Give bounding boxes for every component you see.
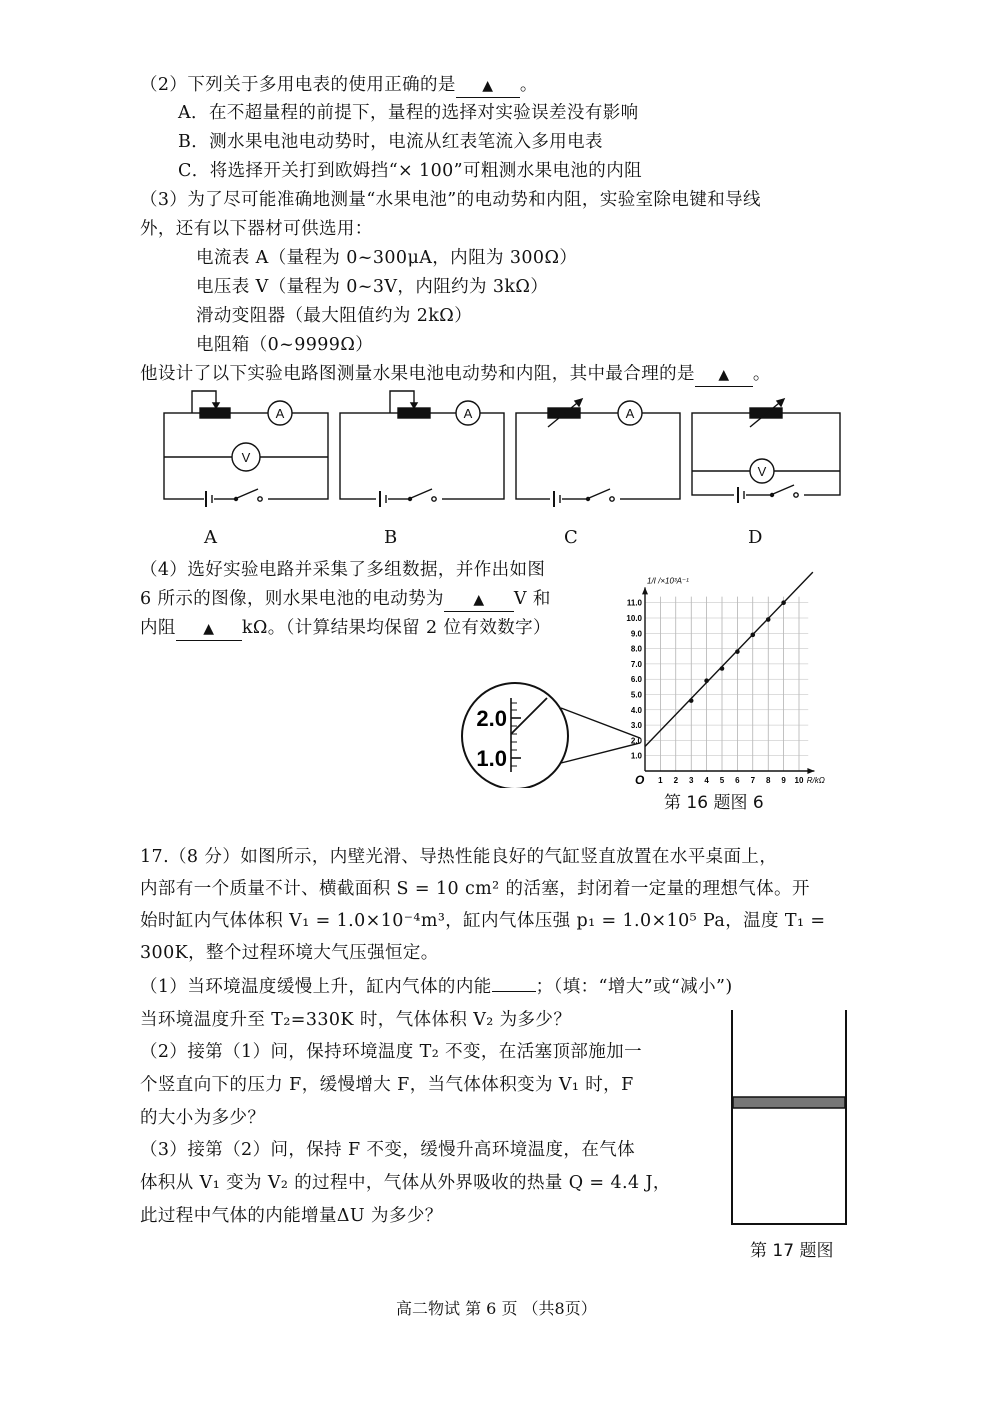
piston — [733, 1097, 845, 1108]
equipment-rheostat: 滑动变阻器（最大阻值约为 2kΩ） — [196, 306, 473, 326]
q17-part1-line1: （1）当环境温度缓慢上升，缸内气体的内能 ；（填：“增大”或“减小”) — [140, 977, 733, 997]
x-tick-label: 8 — [765, 776, 771, 785]
data-point — [781, 600, 786, 605]
equipment-resistance-box: 电阻箱（0~9999Ω） — [196, 335, 374, 355]
option-c: C．将选择开关打到欧姆挡“× 100”可粗测水果电池的内阻 — [178, 161, 643, 181]
q17-part2-line3: 的大小为多少？ — [140, 1108, 266, 1128]
y-tick-label: 2.0 — [630, 736, 642, 746]
q17-line1: 17.（8 分）如图所示，内壁光滑、导热性能良好的气缸竖直放置在水平桌面上， — [140, 847, 778, 867]
ammeter-symbol-c: A — [625, 406, 635, 421]
y-tick-label: 9.0 — [630, 629, 642, 639]
q16-part3-line3: 他设计了以下实验电路图测量水果电池电动势和内阻，其中最合理的是 ▲ 。 — [140, 363, 771, 387]
x-tick-label: 7 — [750, 776, 756, 785]
q16-part3-line1: （3）为了尽可能准确地测量“水果电池”的电动势和内阻，实验室除电键和导线 — [140, 190, 761, 210]
circuit-diagrams — [150, 385, 850, 520]
q16-part4-line1: （4）选好实验电路并采集了多组数据，并作出如图 — [140, 560, 546, 580]
x-tick-label: 9 — [781, 776, 786, 785]
data-point — [735, 649, 740, 654]
data-point — [704, 678, 709, 683]
y-tick-label: 11.0 — [626, 598, 642, 608]
equipment-voltmeter: 电压表 V（量程为 0~3V，内阻约为 3kΩ） — [196, 277, 549, 297]
figure-6-caption: 第 16 题图 6 — [664, 793, 764, 813]
ammeter-symbol-b: A — [463, 406, 473, 421]
q16-part3-line2: 外，还有以下器材可供选用： — [140, 219, 373, 239]
circuit-c — [516, 399, 680, 507]
option-a: A．在不超量程的前提下，量程的选择对实验误差没有影响 — [178, 103, 639, 123]
q17-line3: 始时缸内气体体积 V₁ = 1.0×10⁻⁴m³，缸内气体压强 p₁ = 1.0×10⁵ Pa，温度 T₁ = — [140, 911, 826, 931]
zoom-inset — [462, 683, 640, 788]
y-tick-label: 6.0 — [630, 675, 642, 685]
voltmeter-symbol-d: V — [757, 464, 767, 479]
q17-part3-line1: （3）接第（2）问，保持 F 不变，缓慢升高环境温度，在气体 — [140, 1140, 636, 1160]
data-point — [689, 698, 694, 703]
x-tick-label: 6 — [735, 776, 740, 785]
y-tick-label: 10.0 — [626, 614, 642, 623]
data-point — [751, 633, 756, 638]
page-footer: 高二物试 第 6 页 （共8页） — [396, 1299, 597, 1318]
q17-line4: 300K，整个过程环境大气压强恒定。 — [140, 943, 439, 963]
circuit-a — [164, 391, 328, 507]
zoom-label-2: 2.0 — [476, 706, 507, 731]
data-point — [720, 666, 725, 671]
x-tick-label: 10 — [794, 776, 804, 785]
circuit-label-b: B — [384, 527, 398, 548]
voltmeter-symbol-a: V — [241, 450, 251, 465]
answer-blank: ▲ — [456, 74, 520, 98]
origin-label: O — [635, 773, 645, 787]
circuit-label-d: D — [748, 527, 763, 548]
q17-line2: 内部有一个质量不计、横截面积 S = 10 cm² 的活塞，封闭着一定量的理想气体。开 — [140, 879, 810, 899]
x-tick-label: 4 — [704, 776, 709, 785]
option-b: B．测水果电池电动势时，电流从红表笔流入多用电表 — [178, 132, 603, 152]
y-tick-label: 4.0 — [630, 705, 642, 715]
x-axis-arrow — [807, 768, 814, 774]
y-tick-label: 3.0 — [630, 721, 642, 731]
answer-blank — [492, 991, 536, 992]
figure-17-caption: 第 17 题图 — [750, 1241, 834, 1261]
ammeter-symbol-a: A — [275, 406, 285, 421]
x-tick-label: 5 — [719, 776, 725, 785]
y-tick-label: 5.0 — [630, 690, 642, 700]
fit-line — [645, 572, 813, 746]
graph-figure-6 — [455, 558, 850, 788]
answer-blank: ▲ — [176, 617, 242, 641]
x-tick-label: 1 — [658, 776, 663, 785]
data-point — [766, 617, 771, 622]
q17-part2-line2: 个竖直向下的压力 F，缓慢增大 F，当气体体积变为 V₁ 时，F — [140, 1075, 634, 1095]
cylinder-figure — [728, 1010, 850, 1228]
y-tick-label: 1.0 — [630, 751, 642, 761]
q17-part3-line2: 体积从 V₁ 变为 V₂ 的过程中，气体从外界吸收的热量 Q = 4.4 J， — [140, 1173, 671, 1193]
y-tick-label: 7.0 — [630, 659, 642, 669]
circuit-label-a: A — [204, 527, 217, 548]
q17-part1-line2: 当环境温度升至 T₂=330K 时，气体体积 V₂ 为多少？ — [140, 1010, 572, 1030]
zoom-label-1: 1.0 — [476, 746, 507, 771]
x-axis-label: R/kΩ — [806, 776, 825, 785]
y-tick-label: 8.0 — [630, 644, 642, 654]
q17-part2-line1: （2）接第（1）问，保持环境温度 T₂ 不变，在活塞顶部施加一 — [140, 1042, 642, 1062]
answer-blank: ▲ — [444, 588, 514, 612]
y-axis-label: 1/I /×10³A⁻¹ — [647, 576, 689, 586]
x-tick-label: 3 — [688, 776, 694, 785]
q16-part2-stem: （2）下列关于多用电表的使用正确的是 ▲ 。 — [140, 74, 538, 98]
circuit-label-c: C — [564, 527, 578, 548]
q17-part3-line3: 此过程中气体的内能增量ΔU 为多少？ — [140, 1206, 443, 1226]
circuit-b — [340, 391, 504, 507]
equipment-ammeter: 电流表 A（量程为 0~300μA，内阻为 300Ω） — [196, 248, 578, 268]
circuit-d — [692, 399, 840, 503]
q16-part4-line2: 6 所示的图像，则水果电池的电动势为 ▲ V 和 — [140, 588, 551, 612]
q16-part4-line3: 内阻 ▲ kΩ。（计算结果均保留 2 位有效数字） — [140, 617, 551, 641]
answer-blank: ▲ — [695, 363, 753, 387]
x-tick-label: 2 — [673, 776, 679, 785]
y-axis-arrow — [642, 587, 648, 594]
